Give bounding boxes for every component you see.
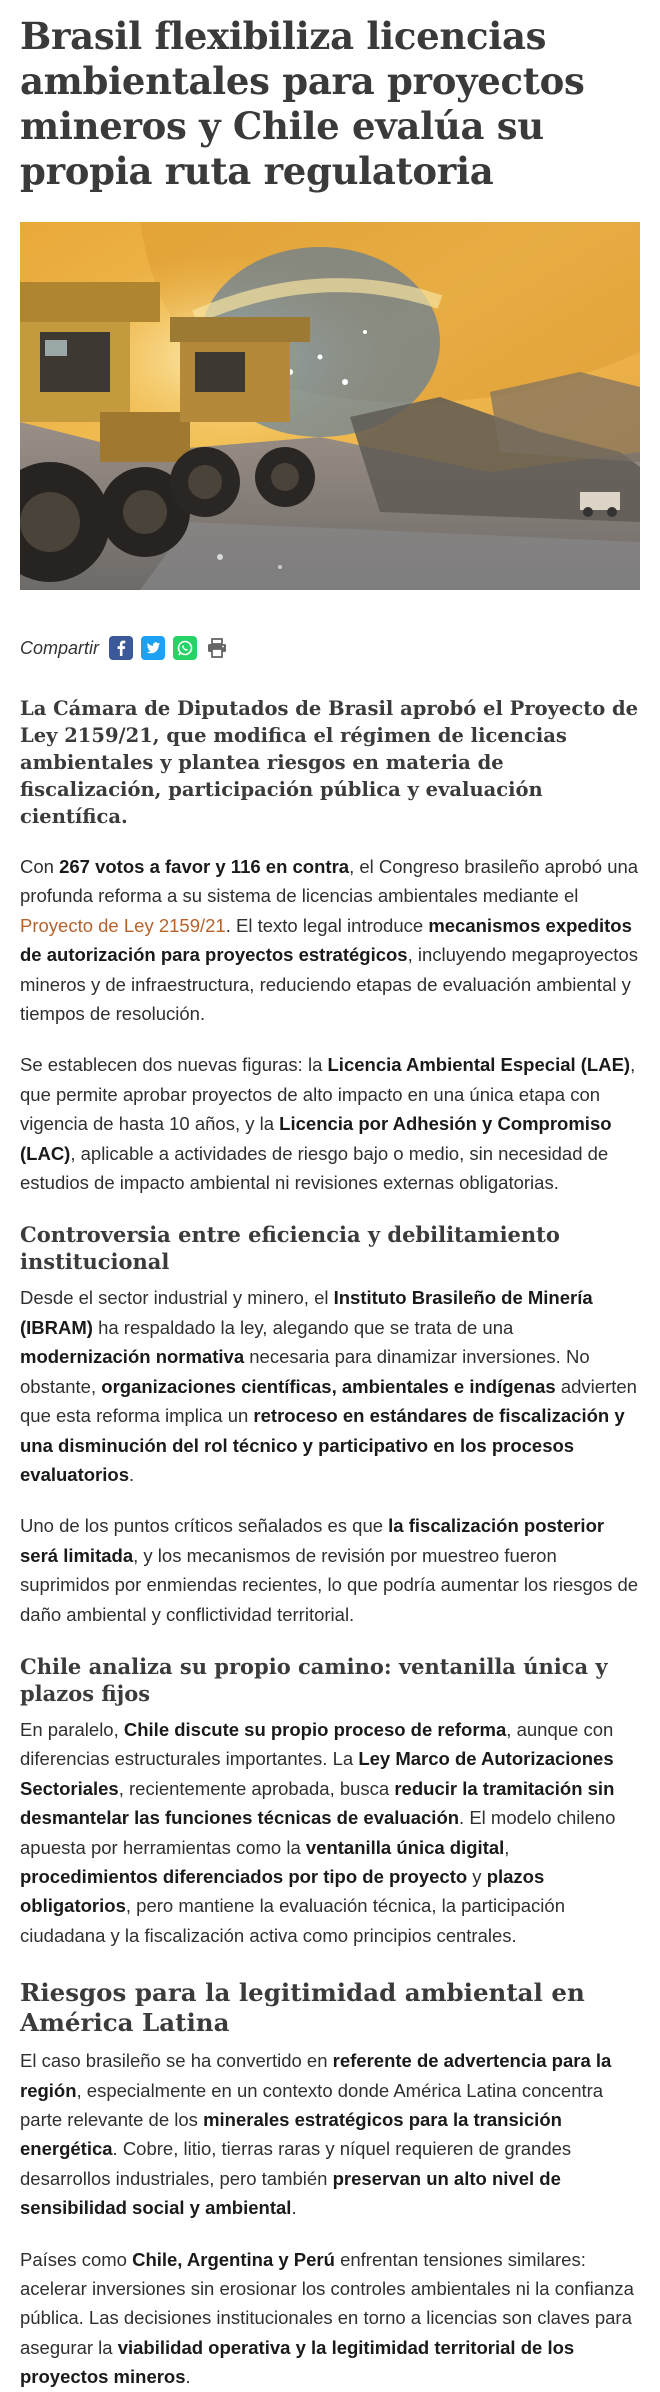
- share-label: Compartir: [20, 637, 100, 658]
- paragraph: Países como Chile, Argentina y Perú enfrentan tensiones similares: acelerar inversiones sin erosionar los controles ambientales ni la confianza pública. Las decisiones institucionales en torno a licencias son claves para asegurar la viabilidad operativa y la legitimidad territorial de los proyectos mineros.: [20, 2248, 634, 2388]
- section-heading: Chile analiza su propio camino: ventanilla única y plazos fijos: [20, 1653, 608, 1706]
- facebook-icon: [109, 636, 133, 660]
- print-icon: [205, 636, 229, 660]
- mining-trucks-brazil-flag-image: [20, 222, 640, 590]
- twitter-share-button[interactable]: [141, 636, 165, 660]
- whatsapp-share-button[interactable]: [173, 636, 197, 660]
- twitter-icon: [141, 636, 165, 660]
- whatsapp-icon: [173, 636, 197, 660]
- article-title: Brasil flexibiliza licencias ambientales para proyectos mineros y Chile evalúa su propia ruta regulatoria: [20, 14, 585, 193]
- print-button[interactable]: [205, 636, 229, 660]
- article-lead: La Cámara de Diputados de Brasil aprobó el Proyecto de Ley 2159/21, que modifica el régimen de licencias ambientales y plantea riesgos en materia de fiscalización, participación pública y evaluación científica.: [20, 697, 639, 828]
- paragraph: El caso brasileño se ha convertido en referente de advertencia para la región, especialmente en un contexto donde América Latina concentra parte relevante de los minerales estratégicos para la transición energética. Cobre, litio, tierras raras y níquel requieren de grandes desarrollos industriales, pero también preservan un alto nivel de sensibilidad social y ambiental.: [20, 2050, 612, 2219]
- section-heading: Controversia entre eficiencia y debilitamiento institucional: [20, 1222, 560, 1275]
- facebook-share-button[interactable]: [109, 636, 133, 660]
- paragraph: Se establecen dos nuevas figuras: la Licencia Ambiental Especial (LAE), que permite aprobar proyectos de alto impacto en una única etapa con vigencia de hasta 10 años, y la Licencia por Adhesión y Compromiso (LAC), aplicable a actividades de riesgo bajo o medio, sin necesidad de estudios de impacto ambiental ni revisiones externas obligatorias.: [20, 1054, 636, 1194]
- share-bar: [20, 635, 640, 661]
- paragraph: Con 267 votos a favor y 116 en contra, el Congreso brasileño aprobó una profunda reforma a su sistema de licencias ambientales mediante el Proyecto de Ley 2159/21. El texto legal introduce mecanismos expeditos de autorización para proyectos estratégicos, incluyendo megaproyectos mineros y de infraestructura, reduciendo etapas de evaluación ambiental y tiempos de resolución.: [20, 856, 639, 1025]
- hero-image: [20, 222, 640, 590]
- paragraph: En paralelo, Chile discute su propio proceso de reforma, aunque con diferencias estructurales importantes. La Ley Marco de Autorizaciones Sectoriales, recientemente aprobada, busca reducir la tramitación sin desmantelar las funciones técnicas de evaluación. El modelo chileno apuesta por herramientas como la ventanilla única digital, procedimientos diferenciados por tipo de proyecto y plazos obligatorios, pero mantiene la evaluación técnica, la participación ciudadana y la fiscalización activa como principios centrales.: [20, 1718, 616, 1946]
- paragraph: Desde el sector industrial y minero, el Instituto Brasileño de Minería (IBRAM) ha respaldado la ley, alegando que se trata de una modernización normativa necesaria para dinamizar inversiones. No obstante, organizaciones científicas, ambientales e indígenas advierten que esta reforma implica un retroceso en estándares de fiscalización y una disminución del rol técnico y participativo en los procesos evaluatorios.: [20, 1287, 637, 1485]
- bill-link[interactable]: Proyecto de Ley 2159/21: [20, 914, 226, 936]
- section-heading: Riesgos para la legitimidad ambiental en América Latina: [20, 1978, 585, 2038]
- paragraph: Uno de los puntos críticos señalados es que la fiscalización posterior será limitada, y los mecanismos de revisión por muestreo fueron suprimidos por enmiendas recientes, lo que podría aumentar los riesgos de daño ambiental y conflictividad territorial.: [20, 1515, 639, 1625]
